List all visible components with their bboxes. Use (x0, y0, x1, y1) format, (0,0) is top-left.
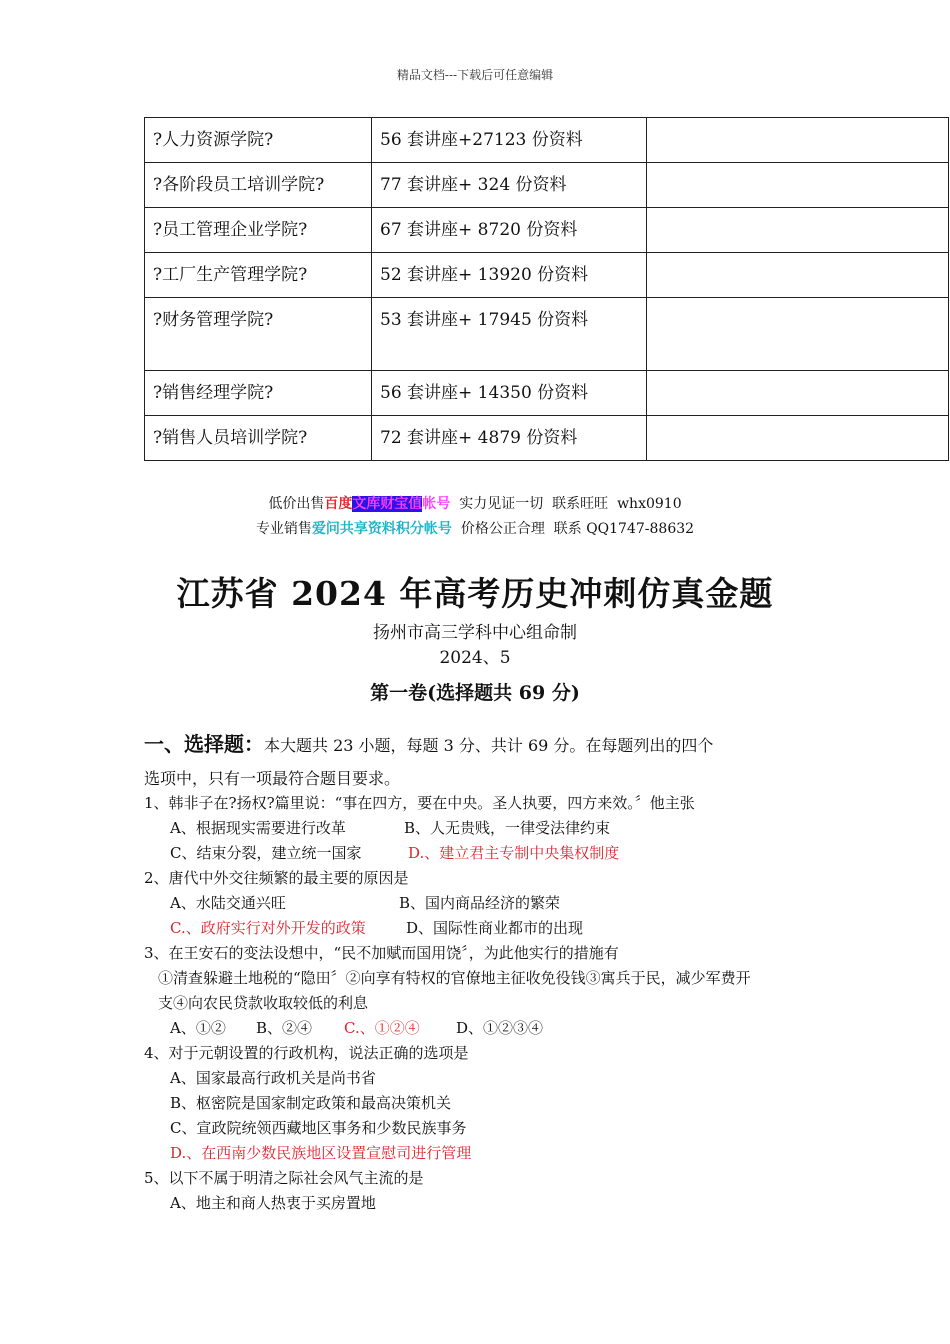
ad-brand: 百度 (324, 496, 353, 512)
table-cell-extra (647, 371, 949, 416)
option-row (144, 916, 824, 941)
option-c: C、宣政院统领西藏地区事务和少数民族事务 (170, 1119, 467, 1137)
table-row (145, 371, 949, 416)
option-b: B、枢密院是国家制定政策和最高决策机关 (170, 1094, 452, 1112)
option-d-answer: D.、在西南少数民族地区设置宣慰司进行管理 (170, 1144, 472, 1162)
question-stem: 1、韩非子在?扬权?篇里说：“事在四方，要在中央。圣人执要，四方来效。〞他主张 (144, 794, 695, 812)
header-note: 精品文档---下载后可任意编辑 (396, 68, 554, 82)
table-row (145, 416, 949, 461)
table-cell-extra (647, 163, 949, 208)
date: 2024、5 (439, 648, 511, 668)
table-cell-name: ?财务管理学院? (145, 298, 372, 371)
table-cell-name: ?销售人员培训学院? (145, 416, 372, 461)
option-c-answer: C.、①②④ (344, 1019, 420, 1037)
ad-line-2 (0, 517, 950, 542)
table-cell-name: ?人力资源学院? (145, 118, 372, 163)
option-a: A、地主和商人热衷于买房置地 (170, 1194, 376, 1212)
table-row (145, 253, 949, 298)
subtitle: 扬州市高三学科中心组命制 (373, 623, 577, 643)
question-text: 支④向农民贷款收取较低的利息 (158, 994, 369, 1012)
table-cell-name: ?工厂生产管理学院? (145, 253, 372, 298)
section-intro (144, 728, 824, 795)
table-cell-extra (647, 253, 949, 298)
ad-text: 专业销售 (255, 521, 312, 537)
table-cell-name: ?员工管理企业学院? (145, 208, 372, 253)
option-b: B、②④ (256, 1019, 313, 1037)
table-row (145, 118, 949, 163)
table-cell-extra (647, 416, 949, 461)
option-a: A、①② (170, 1019, 226, 1037)
page-title: 江苏省 2024 年高考历史冲刺仿真金题 (176, 574, 774, 613)
ad-line-1 (0, 492, 950, 517)
question-stem: 3、在王安石的变法设想中，“民不加赋而国用饶〞，为此他实行的措施有 (144, 944, 619, 962)
table-cell-name: ?销售经理学院? (145, 371, 372, 416)
table-row (145, 298, 949, 371)
option-row (144, 841, 824, 866)
table-row (145, 208, 949, 253)
option-c-answer: C.、政府实行对外开发的政策 (170, 919, 366, 937)
section-heading: 一、选择题： (144, 732, 264, 756)
ad-highlight: 爱问共享资料积分帐号 (311, 521, 452, 537)
section-text: 本大题共 23 小题，每题 3 分、共计 69 分。在每题列出的四个 (264, 736, 714, 755)
table-cell-name: ?各阶段员工培训学院? (145, 163, 372, 208)
option-row (144, 891, 824, 916)
table-cell-extra (647, 298, 949, 371)
option-a: A、国家最高行政机关是尚书省 (170, 1069, 376, 1087)
option-d: D、①②③④ (456, 1019, 544, 1037)
ad-text: 低价出售 (268, 496, 325, 512)
table-row (145, 163, 949, 208)
ad-block (0, 492, 950, 542)
table-cell-extra (647, 118, 949, 163)
question-stem: 5、以下不属于明清之际社会风气主流的是 (144, 1169, 424, 1187)
table-cell-extra (647, 208, 949, 253)
table-cell-content: 72 套讲座+ 4879 份资料 (372, 416, 647, 461)
table-cell-content: 56 套讲座+27123 份资料 (372, 118, 647, 163)
table-cell-content: 53 套讲座+ 17945 份资料 (372, 298, 647, 371)
question-stem: 4、对于元朝设置的行政机构，说法正确的选项是 (144, 1044, 469, 1062)
ad-text: 实力见证一切 联系旺旺 whx0910 (450, 496, 682, 512)
option-row (144, 1016, 824, 1041)
table-cell-content: 52 套讲座+ 13920 份资料 (372, 253, 647, 298)
section-text-2: 选项中，只有一项最符合题目要求。 (144, 769, 401, 788)
questions (144, 791, 824, 1216)
option-row (144, 816, 824, 841)
question-text: ①清查躲避土地税的“隐田〞②向享有特权的官僚地主征收免役钱③寓兵于民，减少军费开 (158, 969, 751, 987)
ad-text: 价格公正合理 联系 QQ1747-88632 (451, 521, 695, 537)
ad-highlight-2: 帐号 (422, 496, 451, 512)
table-cell-content: 77 套讲座+ 324 份资料 (372, 163, 647, 208)
option-c: C、结束分裂，建立统一国家 (170, 844, 362, 862)
option-a: A、根据现实需要进行改革 (170, 819, 346, 837)
option-a: A、水陆交通兴旺 (170, 894, 286, 912)
resource-table (144, 117, 949, 461)
table-cell-content: 67 套讲座+ 8720 份资料 (372, 208, 647, 253)
option-b: B、人无贵贱，一律受法律约束 (404, 819, 611, 837)
option-d: D、国际性商业都市的出现 (406, 919, 584, 937)
option-b: B、国内商品经济的繁荣 (399, 894, 561, 912)
volume-heading: 第一卷(选择题共 69 分) (370, 682, 580, 704)
table-cell-content: 56 套讲座+ 14350 份资料 (372, 371, 647, 416)
ad-highlight: 文库财宝值 (352, 496, 423, 512)
question-stem: 2、唐代中外交往频繁的最主要的原因是 (144, 869, 409, 887)
option-d-answer: D.、建立君主专制中央集权制度 (408, 844, 620, 862)
